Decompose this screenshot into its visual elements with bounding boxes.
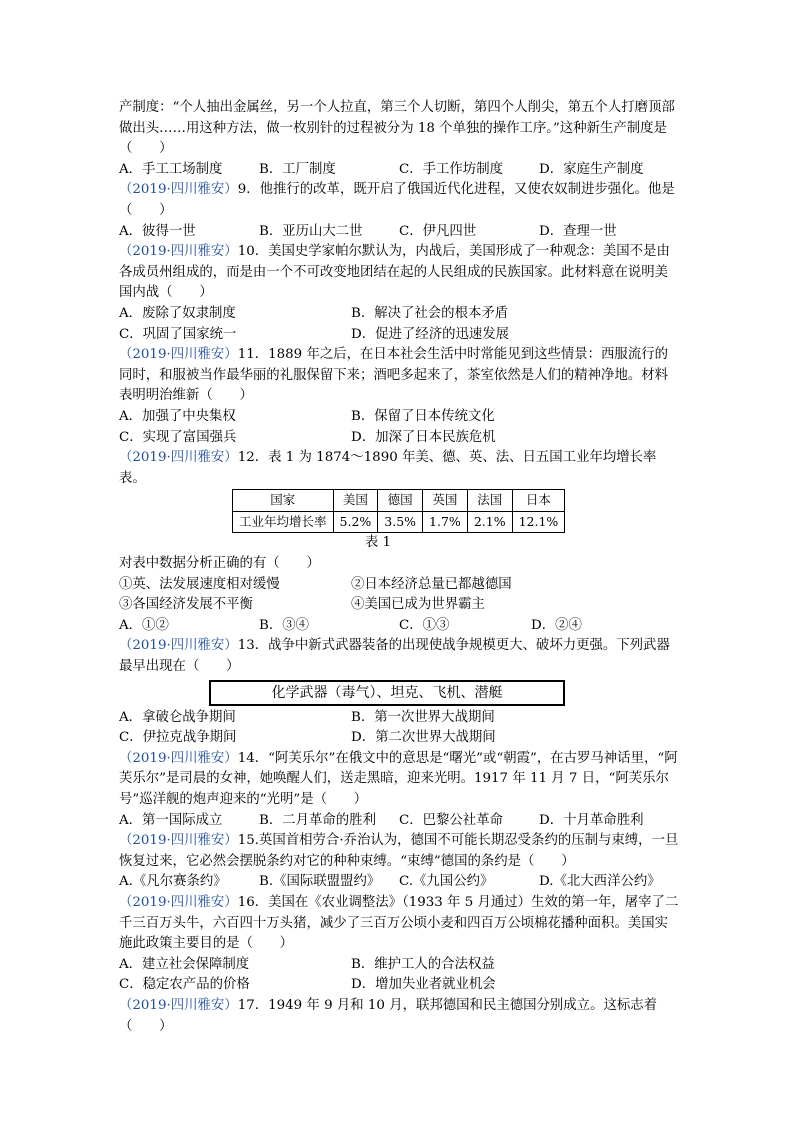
statement: ①英、法发展速度相对缓慢: [119, 576, 280, 592]
option-c: C．伊拉克战争期间: [119, 730, 237, 746]
q11-options-row2: [119, 428, 679, 449]
table-row: [233, 490, 565, 512]
option-d: D．查理一世: [539, 223, 617, 239]
growth-rate-table: [232, 489, 565, 533]
option-b: B．解决了社会的根本矛盾: [351, 305, 509, 321]
q10-options-row1: [119, 304, 679, 325]
option-b: B．维护工人的合法权益: [351, 956, 495, 972]
table-cell: 日本: [512, 490, 565, 512]
q11-options-row1: [119, 407, 679, 428]
option-c: C．巩固了国家统一: [119, 326, 237, 342]
table-cell: 12.1%: [512, 511, 565, 533]
q14-stem: （2019·四川雅安）14．“阿芙乐尔”在俄文中的意思是“曙光”或“朝霞”，在古罗马神话里，“阿芙乐尔”是司晨的女神，她唤醒人们，送走黑暗，迎来光明。1917 年 11 月 7 日，“阿芙乐尔号”巡洋舰的炮声迎来的“光明”是（ ）: [119, 750, 678, 807]
option-b: B．保留了日本传统文化: [351, 408, 495, 424]
table-cell: 美国: [333, 490, 378, 512]
q13-options-row1: [119, 708, 679, 729]
q12-stem: （2019·四川雅安）12．表 1 为 1874～1890 年美、德、英、法、日五国工业年均增长率表。: [119, 450, 657, 486]
table-cell: 德国: [378, 490, 423, 512]
q12-source: （2019·四川雅安）: [119, 450, 238, 466]
q9-stem: （2019·四川雅安）9．他推行的改革，既开启了俄国近代化进程，又使农奴制进步强化。他是（ ）: [119, 182, 675, 218]
option-c: C．实现了富国强兵: [119, 429, 237, 445]
option-b: B．亚历山大二世: [259, 223, 363, 239]
q12-question: 对表中数据分析正确的有（ ）: [119, 556, 320, 572]
table-caption: 表 1: [364, 535, 392, 551]
option-c: C．伊凡四世: [399, 223, 477, 239]
q16-stem: （2019·四川雅安）16．美国在《农业调整法》（1933 年 5 月通过）生效的第一年，屠宰了二千三百万头牛，六百四十万头猪，减少了三百万公顷小麦和四百万公顷棉花播种面积。美国实施此政策主要目的是（ ）: [119, 894, 679, 952]
option-d: D．②④: [531, 617, 582, 633]
option-a: A．建立社会保障制度: [119, 956, 250, 972]
table-cell: 1.7%: [423, 511, 468, 533]
option-b: B.《国际联盟盟约》: [259, 874, 381, 890]
document-page: [119, 98, 679, 1037]
q15-options: [119, 872, 679, 893]
q17-stem: （2019·四川雅安）17．1949 年 9 月和 10 月，联邦德国和民主德国分别成立。这标志着（ ）: [119, 997, 658, 1034]
option-b: B．③④: [259, 617, 310, 633]
option-a: A．①②: [119, 617, 169, 633]
option-a: A．废除了奴隶制度: [119, 305, 236, 321]
q10-stem: （2019·四川雅安）10．美国史学家帕尔默认为，内战后，美国形成了一种观念：美国不是由各成员州组成的，而是由一个不可改变地团结在起的人民组成的民族国家。此材料意在说明美国内战（ ）: [119, 244, 670, 301]
option-d: D．增加失业者就业机会: [351, 977, 496, 993]
option-a: A.《凡尔赛条约》: [119, 874, 227, 890]
option-d: D．第二次世界大战期间: [351, 730, 496, 746]
q11-source: （2019·四川雅安）: [119, 347, 238, 363]
statement: ③各国经济发展不平衡: [119, 597, 253, 613]
q12-statements-row2: [119, 595, 679, 616]
table-row: [233, 511, 565, 533]
q8-stem: 产制度：“个人抽出金属丝，另一个人拉直，第三个人切断，第四个人削尖，第五个人打磨顶部做出头……用这种方法，做一枚别针的过程被分为 18 个单独的操作工序。”这种新生产制度是（ ）: [119, 100, 675, 157]
option-b: B．第一次世界大战期间: [351, 709, 495, 725]
q17-source: （2019·四川雅安）: [119, 997, 238, 1013]
option-b: B．二月革命的胜利: [259, 812, 376, 828]
q15-stem: （2019·四川雅安）15.英国首相劳合·乔治认为，德国不可能长期忍受条约的压制与束缚，一旦恢复过来，它必然会摆脱条约对它的种种束缚。“束缚”德国的条约是（ ）: [119, 833, 679, 869]
q9-options: [119, 222, 679, 243]
option-c: C．手工作坊制度: [399, 161, 503, 177]
option-a: A．手工工场制度: [119, 161, 223, 177]
q14-options: [119, 811, 679, 832]
option-c: C．巴黎公社革命: [399, 812, 503, 828]
q16-source: （2019·四川雅安）: [119, 894, 238, 910]
q13-options-row2: [119, 728, 679, 749]
option-d: D．加深了日本民族危机: [351, 429, 496, 445]
option-c: C．①③: [399, 617, 450, 633]
option-b: B．工厂制度: [259, 161, 336, 177]
option-d: D．促进了经济的迅速发展: [351, 326, 510, 342]
table-cell: 工业年均增长率: [233, 511, 334, 533]
option-a: A．拿破仑战争期间: [119, 709, 236, 725]
option-c: C．稳定农产品的价格: [119, 977, 250, 993]
q13-source: （2019·四川雅安）: [119, 638, 238, 654]
q14-source: （2019·四川雅安）: [119, 750, 238, 766]
option-d: D.《北大西洋公约》: [539, 874, 661, 890]
q8-options: [119, 160, 679, 181]
option-a: A．加强了中央集权: [119, 408, 236, 424]
table-cell: 5.2%: [333, 511, 378, 533]
option-d: D．十月革命胜利: [539, 812, 644, 828]
q13-stem: （2019·四川雅安）13．战争中新式武器装备的出现使战争规模更大、破坏力更强。下列武器最早出现在（ ）: [119, 638, 670, 675]
q10-source: （2019·四川雅安）: [119, 244, 238, 260]
option-d: D．家庭生产制度: [539, 161, 644, 177]
weapons-box: 化学武器（毒气）、坦克、飞机、潜艇: [209, 680, 565, 706]
q12-options: [119, 616, 679, 637]
statement: ④美国已成为世界霸主: [351, 597, 485, 613]
q12-statements-row1: [119, 575, 679, 596]
table-cell: 3.5%: [378, 511, 423, 533]
table-cell: 国家: [233, 490, 334, 512]
table-cell: 2.1%: [467, 511, 512, 533]
table-cell: 英国: [423, 490, 468, 512]
q16-options-row2: [119, 975, 679, 996]
statement: ②日本经济总量已都越德国: [351, 576, 512, 592]
q11-stem: （2019·四川雅安）11．1889 年之后，在日本社会生活中时常能见到这些情景：西服流行的同时，和服被当作最华丽的礼服保留下来；酒吧多起来了，茶室依然是人们的精神净地。材料表明明治维新（ ）: [119, 347, 669, 404]
q16-options-row1: [119, 955, 679, 976]
q10-options-row2: [119, 325, 679, 346]
table-cell: 法国: [467, 490, 512, 512]
q9-source: （2019·四川雅安）: [119, 182, 238, 198]
option-a: A．彼得一世: [119, 223, 196, 239]
option-a: A．第一国际成立: [119, 812, 223, 828]
q15-source: （2019·四川雅安）: [119, 833, 238, 849]
option-c: C.《九国公约》: [399, 874, 494, 890]
